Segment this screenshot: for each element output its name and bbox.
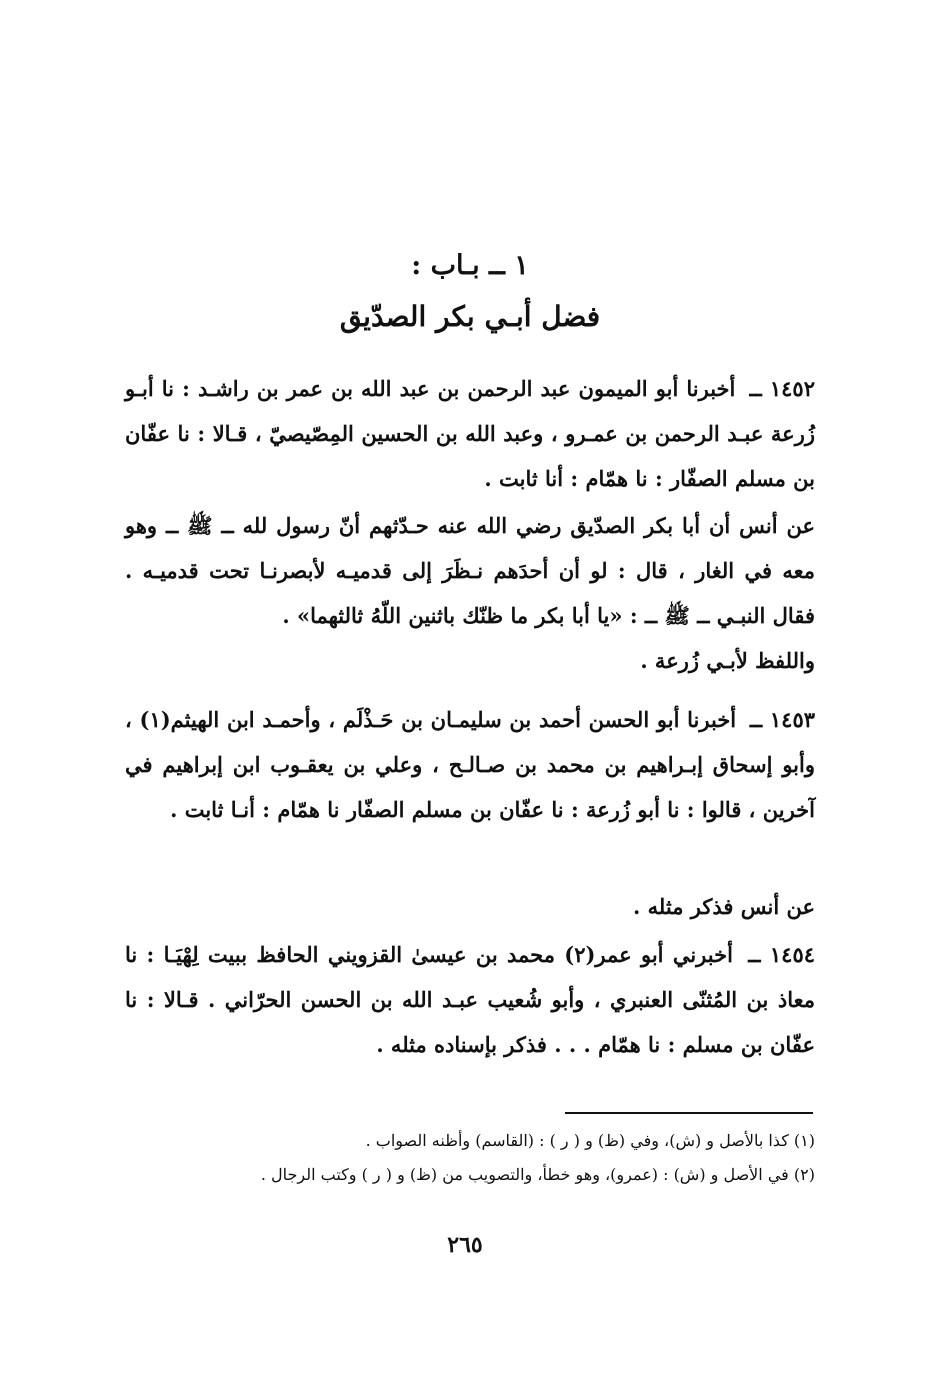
note-text: واللفظ لأبـي زُرعة .	[640, 648, 815, 673]
footnote-divider	[565, 1112, 813, 1114]
hadith-text: عن أنس فذكر مثله .	[633, 894, 815, 919]
footnotes	[125, 1124, 815, 1192]
footnote-1: (١) كذا بالأصل و (ش)، وفي (ظ) و ( ر ) : (القاسم) وأظنه الصواب .	[365, 1131, 815, 1150]
hadith-1454	[125, 932, 815, 1067]
hadith-matn-1453	[125, 884, 815, 929]
page-number: ٢٦٥	[447, 1232, 483, 1258]
hadith-1453	[125, 697, 815, 832]
chapter-label: ١ ــ بـاب :	[411, 250, 529, 281]
chapter-title: فضل أبـي بكر الصدّيق	[339, 300, 601, 333]
hadith-number: ١٤٥٤ ــ	[748, 942, 816, 967]
footnote-2: (٢) في الأصل و (ش) : (عمرو)، وهو خطأ، والتصويب من (ظ) و ( ر ) وكتب الرجال .	[260, 1165, 815, 1184]
hadith-text: أخبرني أبو عمر(٢) محمد بن عيسىٰ القزويني الحافظ ببيت لِهْيَـا : نا معاذ بن المُثنّى العنبري ، وأبو شُعيب عبـد الله بن الحسن الحرّاني . قـالا : نا عفّان بن مسلم : نا همّام . . . فذكر بإسناده مثله .	[125, 942, 815, 1057]
hadith-1452	[125, 366, 815, 501]
wording-note	[125, 638, 815, 683]
hadith-text: أخبرنا أبو الحسن أحمد بن سليمـان بن حَـذْلَم ، وأحمـد ابن الهيثم(١) ، وأبو إسحاق إبـراهيم بن محمد بن صـالـح ، وعلي بن يعقـوب ابن إبراهيم في آخرين ، قالوا : نا أبو زُرعة : نا عفّان بن مسلم الصفّار نا همّام : أنـا ثابت .	[125, 707, 815, 822]
hadith-matn-1452	[125, 503, 815, 638]
hadith-number: ١٤٥٣ ــ	[749, 707, 816, 732]
hadith-number: ١٤٥٢ ــ	[749, 376, 815, 401]
hadith-text: عن أنس أن أبا بكر الصدّيق رضي الله عنه حـدّثهم أنّ رسول لله ــ ﷺ ــ وهو معه في الغار ، قال : لو أن أحدَهم نـظَرَ إلى قدميـه لأبصرنـا تحت قدميـه . فقال النبـي ــ ﷺ ــ : «يا أبا بكر ما ظنّك باثنين اللّهُ ثالثهما» .	[125, 513, 815, 628]
hadith-text: أخبرنا أبو الميمون عبد الرحمن بن عبد الله بن عمر بن راشـد : نا أبـو زُرعة عبـد الرحمن بن عمـرو ، وعبد الله بن الحسين المِصّيصيّ ، قـالا : نا عفّان بن مسلم الصفّار : نا همّام : أنا ثابت .	[125, 376, 815, 491]
